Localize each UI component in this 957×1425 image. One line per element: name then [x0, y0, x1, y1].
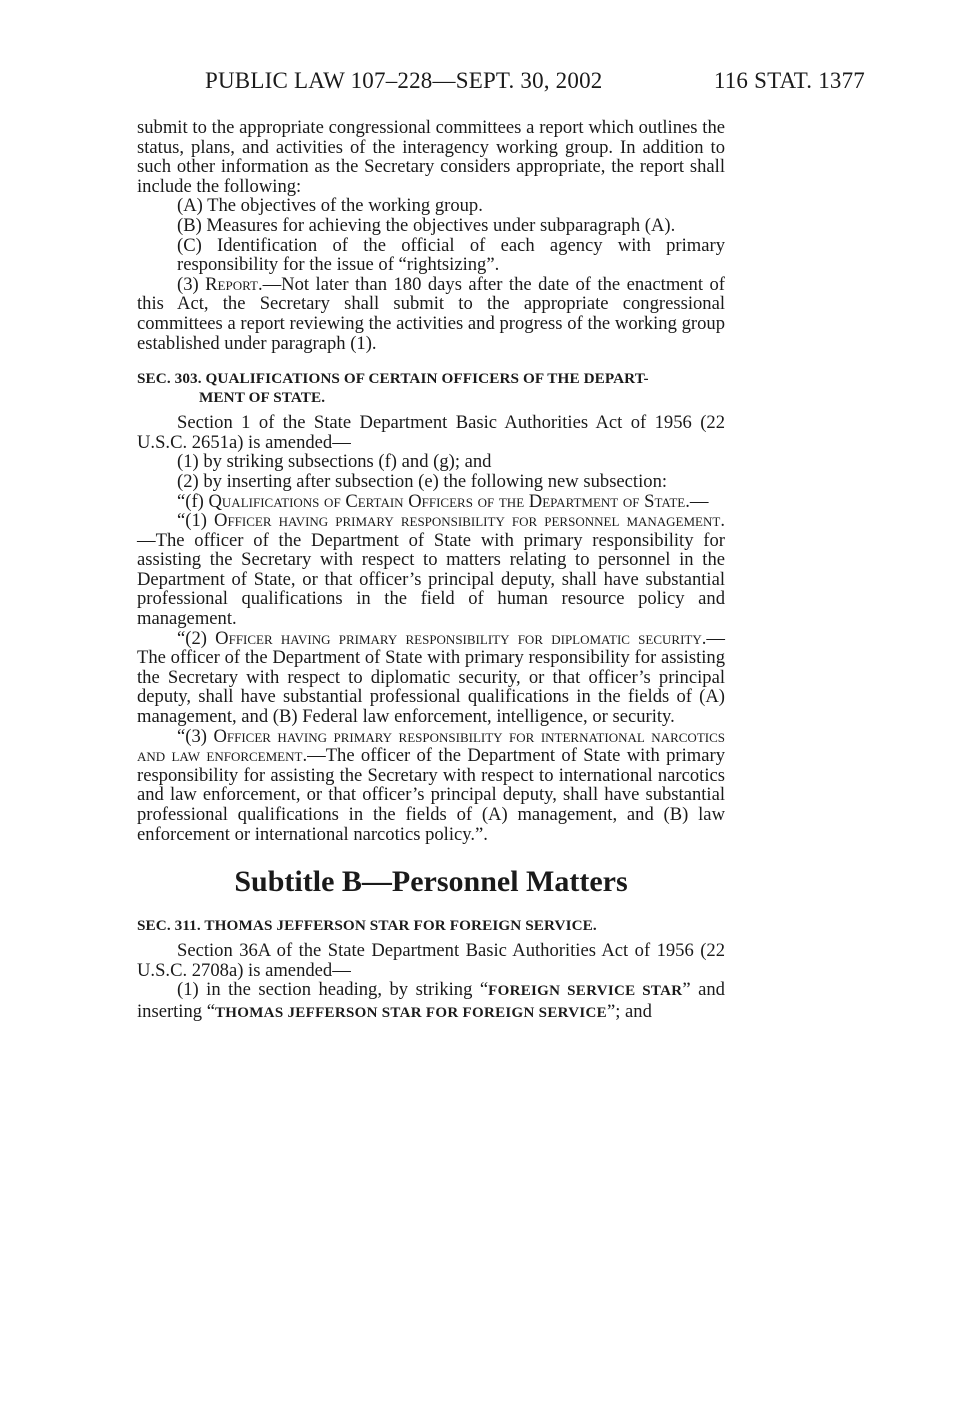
subparagraph-b-text: (B) Measures for achieving the objectives under subparagraph (A).	[177, 214, 676, 236]
header-stat-page: 116 STAT. 1377	[713, 68, 865, 93]
qualification-3-number: “(3)	[177, 725, 214, 747]
qualification-1-number: “(1)	[177, 510, 215, 532]
paragraph-3-report	[137, 275, 725, 353]
header-public-law: PUBLIC LAW 107–228—SEPT. 30, 2002	[205, 68, 603, 93]
paragraph-3-text: .—Not later than 180 days after the date of the enactment of this Act, the Secretary shall submit to the appropriate congressional committees a report reviewing the activities and progress of the working group established under paragraph (1).	[137, 273, 725, 354]
paragraph-3-heading: Report	[205, 273, 258, 295]
subsection-f-dash: .—	[685, 490, 709, 512]
qualification-1-heading: Officer having primary responsibility for personnel management	[214, 510, 721, 532]
qualification-3-heading: Officer having primary responsibility for international narcotics and law enforcement	[137, 725, 725, 767]
qualification-2-heading: Officer having primary responsibility for diplomatic security	[215, 627, 702, 649]
section-311-item-1-part-e: ”; and	[606, 1000, 652, 1022]
subparagraph-b	[137, 216, 725, 236]
paragraph-3-number: (3)	[177, 273, 206, 295]
section-303-heading-line2: MENT OF STATE.	[199, 389, 326, 407]
section-311-struck-heading: FOREIGN SERVICE STAR	[488, 983, 683, 1000]
section-303-item-1: (1) by striking subsections (f) and (g); and	[177, 451, 492, 473]
subparagraph-a: (A) The objectives of the working group.	[177, 195, 483, 217]
section-311-new-heading: THOMAS JEFFERSON STAR FOR FOREIGN SERVICE	[214, 1004, 607, 1021]
running-header	[205, 68, 865, 98]
subsection-f-open: “(f)	[177, 490, 209, 512]
section-311-intro: Section 36A of the State Department Basic Authorities Act of 1956 (22 U.S.C. 2708a) is amended—	[137, 940, 725, 981]
section-303-intro: Section 1 of the State Department Basic Authorities Act of 1956 (22 U.S.C. 2651a) is amended—	[137, 412, 725, 453]
body-text	[137, 118, 725, 1024]
qualification-3	[137, 727, 725, 845]
paragraph-report-intro: submit to the appropriate congressional committees a report which outlines the status, plans, and activities of the interagency working group. In addition to such other information as the Secretary considers appropriate, the report shall include the following:	[137, 117, 725, 197]
section-311-heading: SEC. 311. THOMAS JEFFERSON STAR FOR FOREIGN SERVICE.	[137, 917, 597, 935]
subparagraph-c-text: (C) Identification of the official of each agency with primary responsibility for the issue of “rightsizing”.	[177, 234, 725, 276]
qualification-2-text: .—The officer of the Department of State with primary responsibility for assisting the Secretary with respect to diplomatic security, or that officer’s principal deputy, shall have substantial professional qualifications in the fields of (A) management, and (B) Federal law enforcement, intelligence, or security.	[137, 627, 725, 728]
section-311-item-1-part-c: ” and inserting “	[137, 979, 725, 1022]
qualification-2	[137, 629, 725, 727]
qualification-1-text: .—The officer of the Department of State with primary responsibility for assisting the Secretary with respect to matters relating to personnel in the Department of State, or that officer’s principal deputy, shall have substantial professional qualifications in the field of human resource policy and management.	[137, 510, 725, 630]
subparagraph-c	[137, 236, 725, 275]
qualification-1	[137, 511, 725, 629]
qualification-3-text: .—The officer of the Department of State with primary responsibility for assisting the Secretary with respect to international narcotics and law enforcement, or that officer’s principal deputy, shall have substantial professional qualifications in the fields of (A) management, and (B) law enforcement or international narcotics policy.”.	[137, 745, 725, 845]
subsection-f-heading	[137, 492, 725, 512]
section-303-item-2: (2) by inserting after subsection (e) the following new subsection:	[177, 470, 668, 492]
qualification-2-number: “(2)	[177, 627, 216, 649]
section-311-item-1-part-a: (1) in the section heading, by striking “	[177, 979, 489, 1001]
section-303-heading	[137, 369, 725, 407]
section-311-item-1	[137, 980, 725, 1023]
subsection-f-title: Qualifications of Certain Officers of the Department of State	[208, 490, 686, 512]
subtitle-heading: Subtitle B—Personnel Matters	[234, 865, 628, 899]
section-303-heading-line1: SEC. 303. QUALIFICATIONS OF CERTAIN OFFICERS OF THE DEPART-	[137, 370, 649, 388]
